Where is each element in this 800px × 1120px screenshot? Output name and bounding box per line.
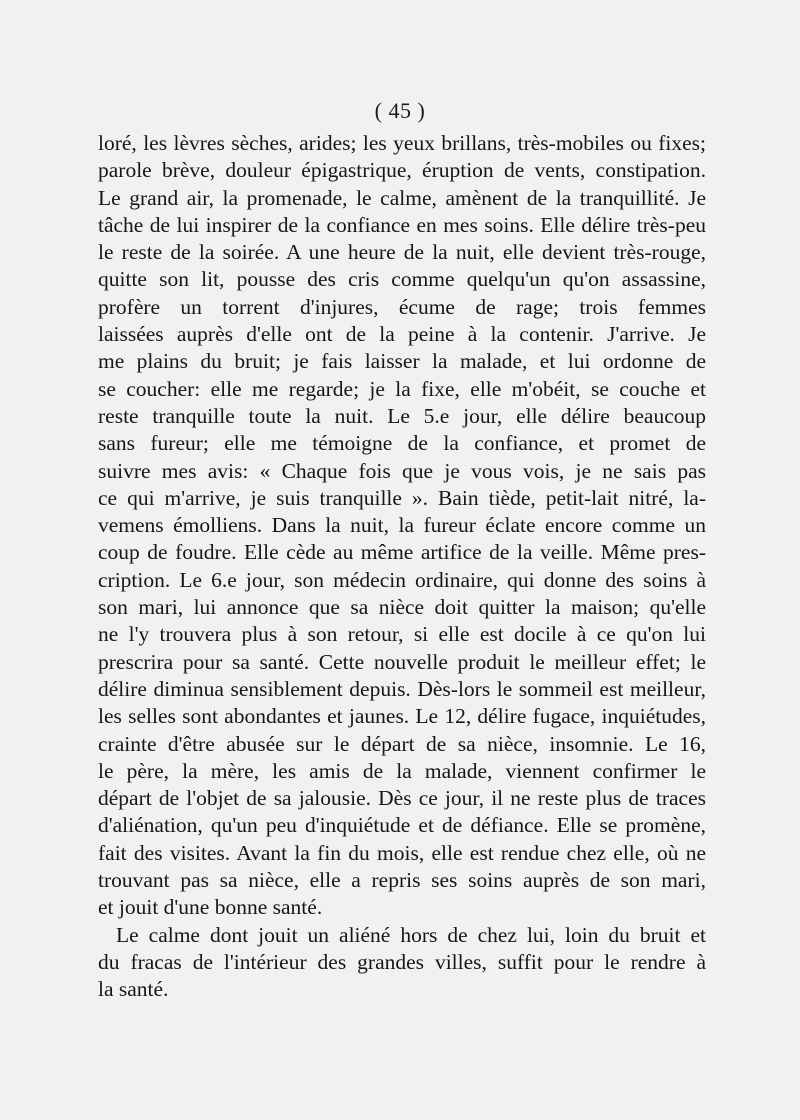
text-line: prescrira pour sa santé. Cette nouvelle produit le meilleur effet; le xyxy=(98,649,706,674)
text-line: son mari, lui annonce que sa nièce doit quitter la maison; qu'elle xyxy=(98,595,706,620)
text-line: loré, les lèvres sèches, arides; les yeux brillans, très-mobiles ou fixes; xyxy=(98,131,706,155)
text-line: ce qui m'arrive, je suis tranquille ». Bain tiède, petit-lait nitré, la- xyxy=(98,485,706,510)
text-line: vemens émolliens. Dans la nuit, la fureur éclate encore comme un xyxy=(98,513,706,538)
text-line: du fracas de l'intérieur des grandes villes, suffit pour le rendre à xyxy=(98,949,706,974)
text-line: délire diminua sensiblement depuis. Dès-lors le sommeil est meilleur, xyxy=(98,676,706,701)
text-line: trouvant pas sa nièce, elle a repris ses soins auprès de son mari, xyxy=(98,868,706,893)
text-line: les selles sont abondantes et jaunes. Le 12, délire fugace, inquiétudes, xyxy=(98,704,706,729)
text-line: le père, la mère, les amis de la malade, viennent confirmer le xyxy=(98,758,706,783)
page-number: ( 45 ) xyxy=(374,98,426,123)
text-line: le reste de la soirée. A une heure de la nuit, elle devient très-rouge, xyxy=(98,240,706,265)
text-line: suivre mes avis: « Chaque fois que je vous vois, je ne sais pas xyxy=(98,458,706,483)
text-line: quitte son lit, pousse des cris comme quelqu'un qu'on assassine, xyxy=(98,267,706,292)
text-line: fait des visites. Avant la fin du mois, elle est rendue chez elle, où ne xyxy=(98,840,706,865)
text-line: départ de l'objet de sa jalousie. Dès ce jour, il ne reste plus de traces xyxy=(98,786,706,811)
body-text xyxy=(98,130,706,1004)
text-line: et jouit d'une bonne santé. xyxy=(98,895,323,920)
text-line: me plains du bruit; je fais laisser la malade, et lui ordonne de xyxy=(98,349,706,374)
text-line: se coucher: elle me regarde; je la fixe, elle m'obéit, se couche et xyxy=(98,376,706,401)
text-line: laissées auprès d'elle ont de la peine à la contenir. J'arrive. Je xyxy=(98,322,706,347)
text-line: sans fureur; elle me témoigne de la confiance, et promet de xyxy=(98,431,706,456)
paragraph-start-line: Le calme dont jouit un aliéné hors de chez lui, loin du bruit et xyxy=(116,922,706,947)
text-line: Le grand air, la promenade, le calme, amènent de la tranquillité. Je xyxy=(98,185,706,210)
text-line: cription. Le 6.e jour, son médecin ordinaire, qui donne des soins à xyxy=(98,567,706,592)
text-line: tâche de lui inspirer de la confiance en mes soins. Elle délire très-peu xyxy=(98,212,706,237)
text-line: ne l'y trouvera plus à son retour, si elle est docile à ce qu'on lui xyxy=(98,622,706,647)
text-line: crainte d'être abusée sur le départ de sa nièce, insomnie. Le 16, xyxy=(98,731,706,756)
text-line: d'aliénation, qu'un peu d'inquiétude et de défiance. Elle se promène, xyxy=(98,813,706,838)
text-line: coup de foudre. Elle cède au même artifice de la veille. Même pres- xyxy=(98,540,706,565)
text-line: la santé. xyxy=(98,977,169,1002)
text-line: parole brève, douleur épigastrique, éruption de vents, constipation. xyxy=(98,158,706,183)
text-line: profère un torrent d'injures, écume de rage; trois femmes xyxy=(98,294,706,319)
text-line: reste tranquille toute la nuit. Le 5.e jour, elle délire beaucoup xyxy=(98,403,706,428)
